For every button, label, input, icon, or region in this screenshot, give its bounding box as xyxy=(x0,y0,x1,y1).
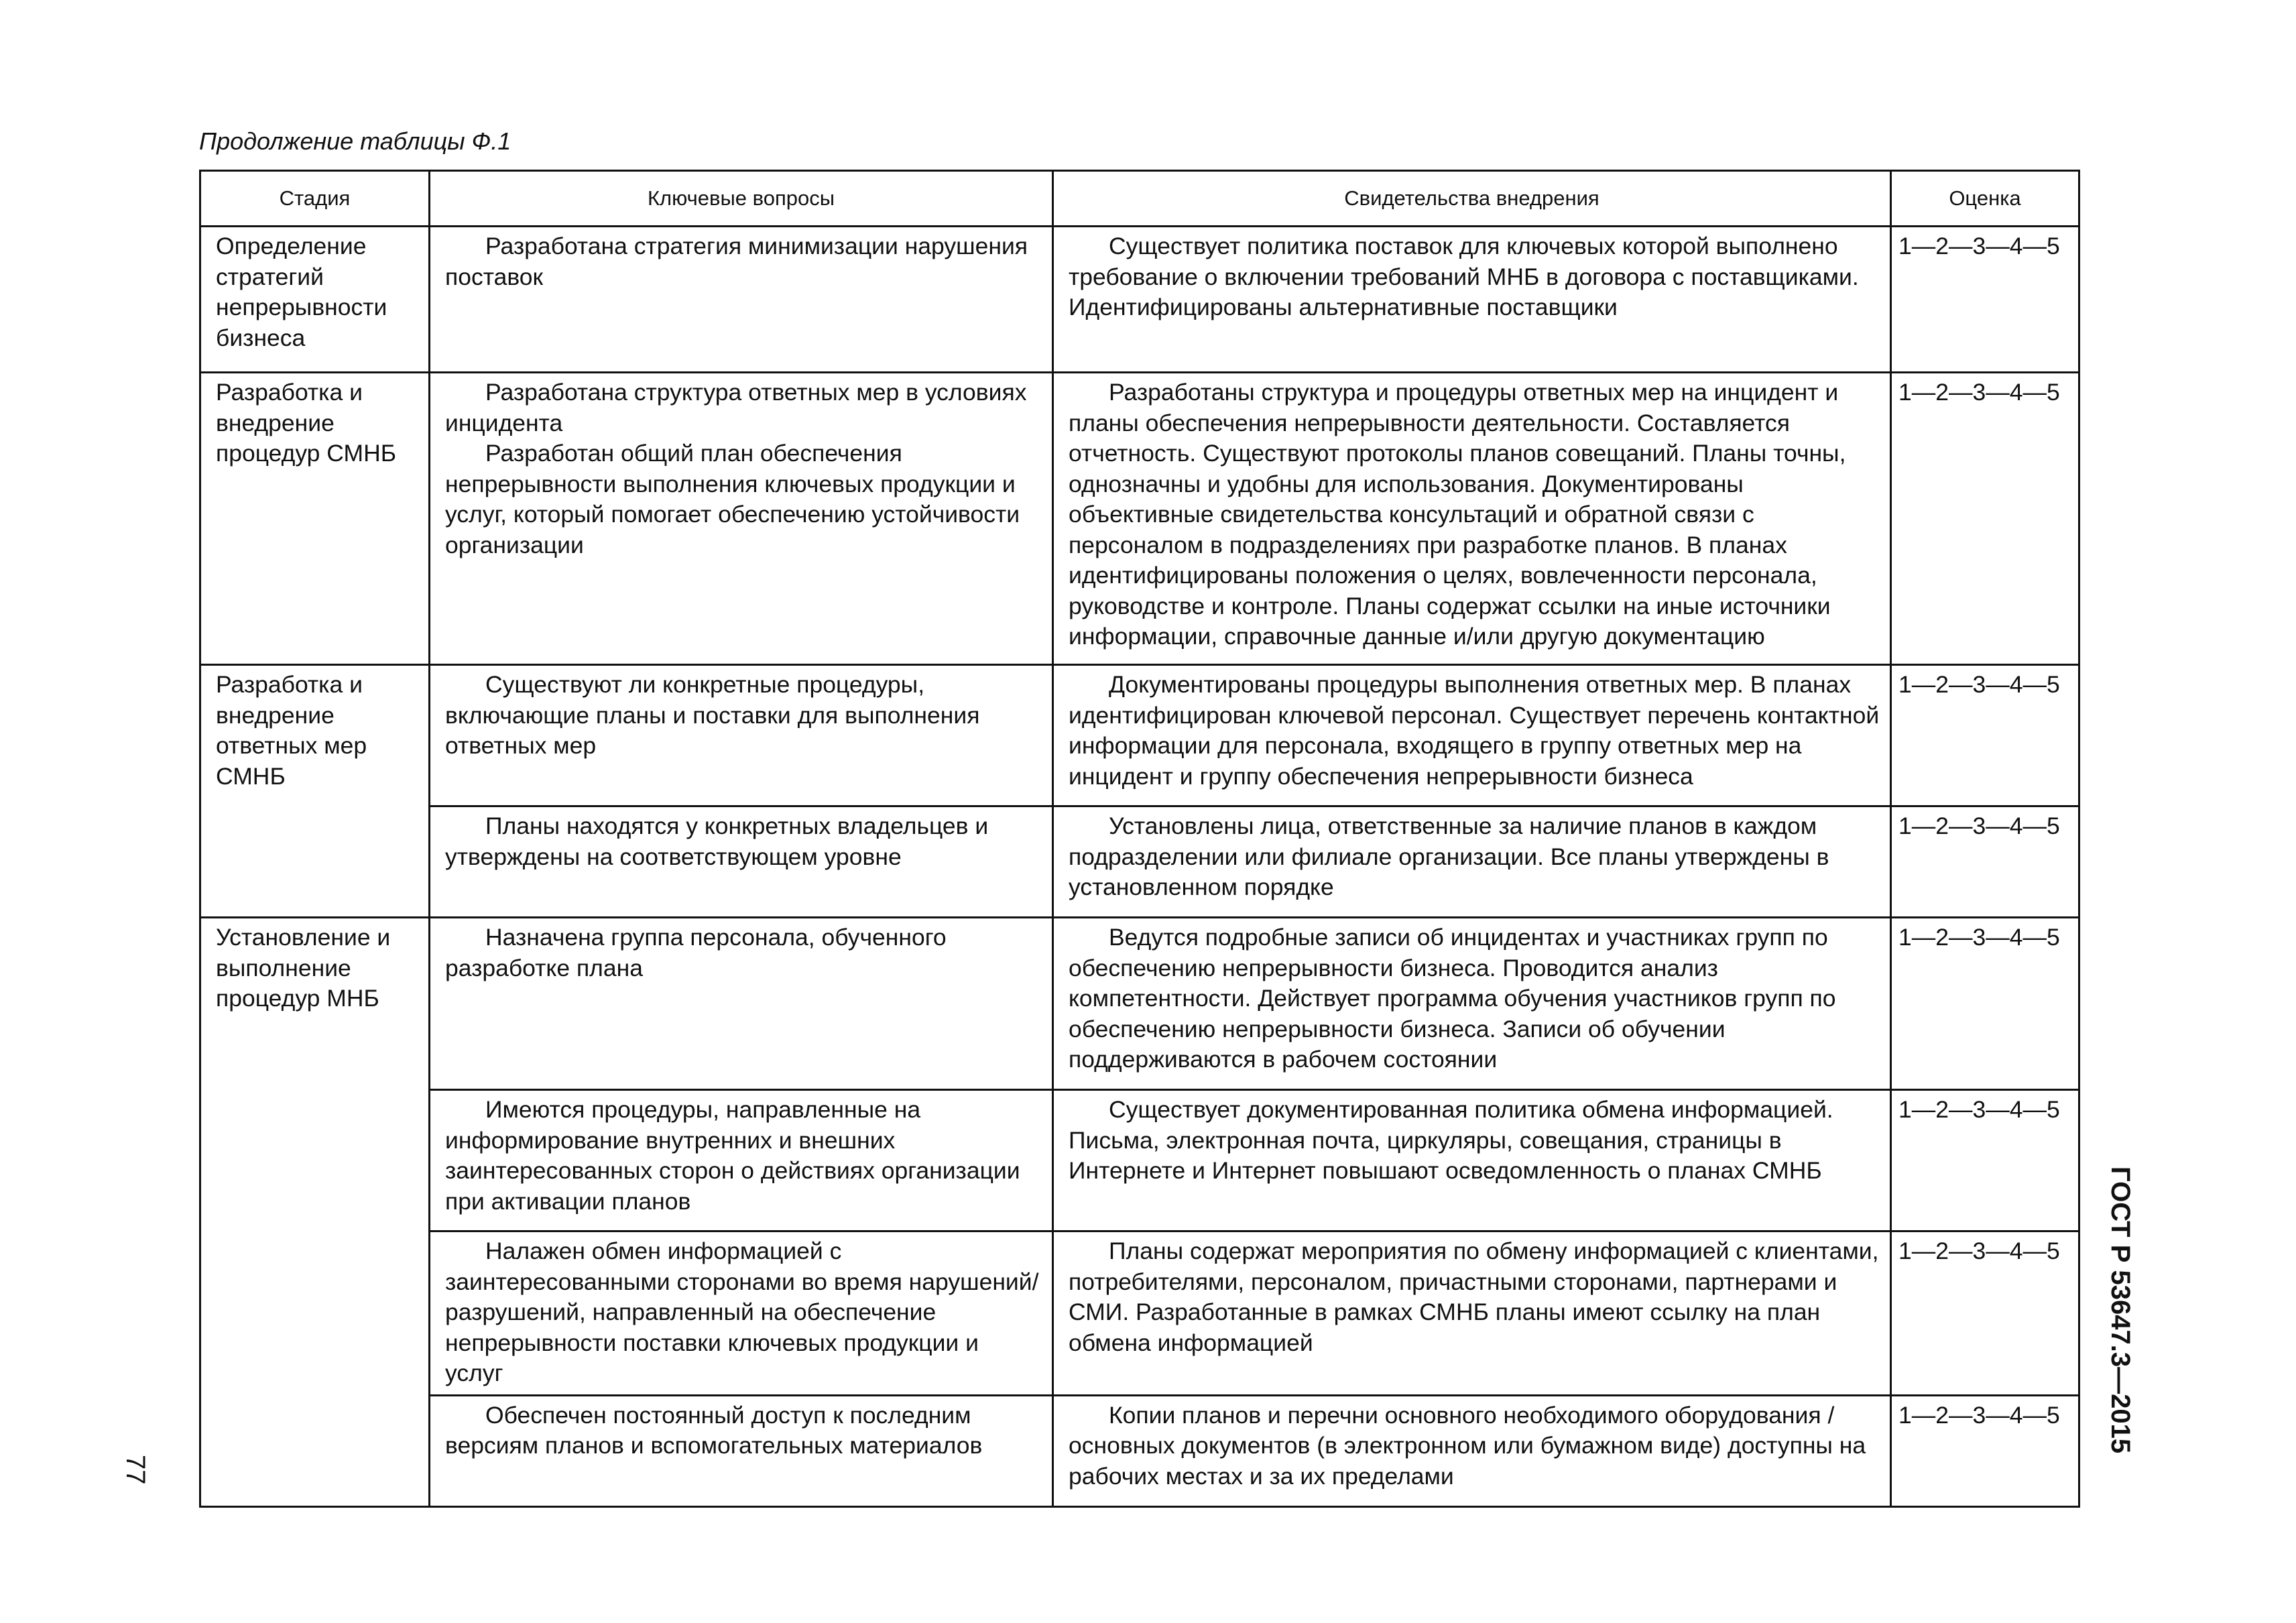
header-questions: Ключевые вопросы xyxy=(430,171,1053,227)
question-paragraph: Разработан общий план обеспечения непрерывности выполнения ключевых продукции и услуг, который помогает обеспечению устойчивости организации xyxy=(445,440,1020,558)
score-cell: 1—2—3—4—5 xyxy=(1891,1231,2079,1396)
table-header-row xyxy=(200,171,2079,227)
page-number: 77 xyxy=(121,1455,150,1485)
assessment-table xyxy=(199,170,2080,1508)
header-score: Оценка xyxy=(1891,171,2079,227)
score-cell: 1—2—3—4—5 xyxy=(1891,227,2079,373)
evidence-cell: Существует документированная политика обмена информацией. Письма, электронная почта, циркуляры, совещания, страницы в Интернете и Интернет повышают осведомленность о планах СМНБ xyxy=(1053,1090,1891,1231)
question-paragraph: Разработана структура ответных мер в условиях инцидента xyxy=(445,379,1027,436)
score-cell: 1—2—3—4—5 xyxy=(1891,806,2079,918)
table-caption: Продолжение таблицы Ф.1 xyxy=(199,127,511,155)
table-row xyxy=(200,918,2079,1090)
question-cell: Налажен обмен информацией с заинтересованными сторонами во время нарушений/разрушений, направленный на обеспечение непрерывности поставки ключевых продукции и услуг xyxy=(430,1231,1053,1396)
evidence-cell: Ведутся подробные записи об инцидентах и участниках групп по обеспечению непрерывности бизнеса. Проводится анализ компетентности. Действует программа обучения участников групп по обеспечению непрерывности бизнеса. Записи об обучении поддерживаются в рабочем состоянии xyxy=(1053,918,1891,1090)
score-cell: 1—2—3—4—5 xyxy=(1891,918,2079,1090)
header-evidence: Свидетельства внедрения xyxy=(1053,171,1891,227)
score-cell: 1—2—3—4—5 xyxy=(1891,665,2079,806)
score-cell: 1—2—3—4—5 xyxy=(1891,1090,2079,1231)
evidence-cell: Существует политика поставок для ключевых которой выполнено требование о включении требований МНБ в договора с поставщиками. Идентифицированы альтернативные поставщики xyxy=(1053,227,1891,373)
question-cell: Назначена группа персонала, обученного разработке плана xyxy=(430,918,1053,1090)
evidence-cell: Копии планов и перечни основного необходимого оборудования / основных документов (в электронном или бумажном виде) доступны на рабочих местах и за их пределами xyxy=(1053,1395,1891,1506)
score-cell: 1—2—3—4—5 xyxy=(1891,373,2079,665)
evidence-cell: Планы содержат мероприятия по обмену информацией с клиентами, потребителями, персоналом, причастными сторонами, партнерами и СМИ. Разработанные в рамках СМНБ планы имеют ссылку на план обмена информацией xyxy=(1053,1231,1891,1396)
table-row xyxy=(200,1395,2079,1506)
score-cell: 1—2—3—4—5 xyxy=(1891,1395,2079,1506)
stage-cell: Разработка и внедрение ответных мер СМНБ xyxy=(200,665,430,918)
stage-cell: Установление и выполнение процедур МНБ xyxy=(200,918,430,1507)
table-row xyxy=(200,1090,2079,1231)
question-cell xyxy=(430,373,1053,665)
evidence-cell: Установлены лица, ответственные за наличие планов в каждом подразделении или филиале организации. Все планы утверждены в установленном порядке xyxy=(1053,806,1891,918)
stage-cell: Разработка и внедрение процедур СМНБ xyxy=(200,373,430,665)
table-row xyxy=(200,806,2079,918)
evidence-cell: Разработаны структура и процедуры ответных мер на инцидент и планы обеспечения непрерывности деятельности. Составляется отчетность. Существуют протоколы планов совещаний. Планы точны, однозначны и удобны для использования. Документированы объективные свидетельства консультаций и обратной связи с персоналом в подразделениях при разработке планов. В планах идентифицированы положения о целях, вовлеченности персонала, руководстве и контроле. Планы содержат ссылки на иные источники информации, справочные данные и/или другую документацию xyxy=(1053,373,1891,665)
stage-cell: Определение стратегий непрерывности бизнеса xyxy=(200,227,430,373)
table-row xyxy=(200,227,2079,373)
question-cell: Планы находятся у конкретных владельцев и утверждены на соответствующем уровне xyxy=(430,806,1053,918)
document-code: ГОСТ Р 53647.3—2015 xyxy=(2106,1166,2135,1454)
header-stage: Стадия xyxy=(200,171,430,227)
question-cell: Существуют ли конкретные процедуры, включающие планы и поставки для выполнения ответных мер xyxy=(430,665,1053,806)
question-cell: Обеспечен постоянный доступ к последним версиям планов и вспомогательных материалов xyxy=(430,1395,1053,1506)
table-row xyxy=(200,373,2079,665)
table-row xyxy=(200,665,2079,806)
table-row xyxy=(200,1231,2079,1396)
evidence-cell: Документированы процедуры выполнения ответных мер. В планах идентифицирован ключевой персонал. Существует перечень контактной информации для персонала, входящего в группу ответных мер на инцидент и группу обеспечения непрерывности бизнеса xyxy=(1053,665,1891,806)
question-cell: Разработана стратегия минимизации нарушения поставок xyxy=(430,227,1053,373)
question-cell: Имеются процедуры, направленные на информирование внутренних и внешних заинтересованных сторон о действиях организации при активации планов xyxy=(430,1090,1053,1231)
